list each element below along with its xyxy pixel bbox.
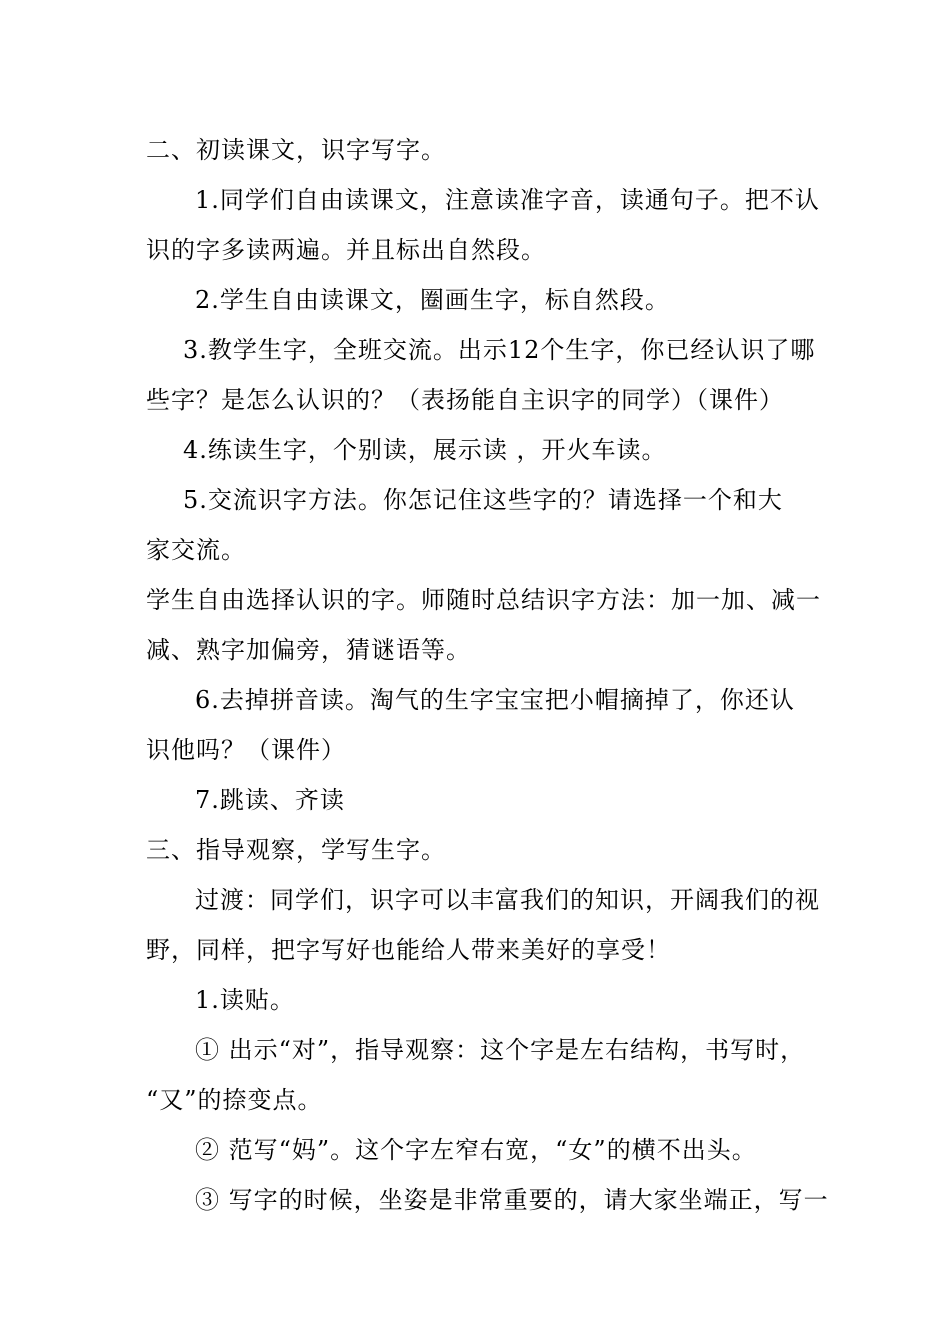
paragraph-line: 7.跳读、齐读 — [195, 786, 345, 814]
paragraph-line: 4.练读生字，个别读，展示读 ，开火车读。 — [183, 436, 667, 464]
paragraph-line: 家交流。 — [146, 536, 246, 564]
paragraph-line: 些字？是怎么认识的？（表扬能自主识字的同学）（课件） — [146, 386, 784, 414]
paragraph-line: ② 范写“妈”。这个字左窄右宽，“女”的横不出头。 — [195, 1136, 757, 1164]
paragraph-line: “又”的捺变点。 — [146, 1086, 323, 1114]
paragraph-line: 识他吗？（课件） — [146, 736, 346, 764]
paragraph-line: 2.学生自由读课文，圈画生字，标自然段。 — [195, 286, 670, 314]
paragraph-line: 减、熟字加偏旁，猜谜语等。 — [146, 636, 471, 664]
paragraph-line: ① 出示“对”，指导观察：这个字是左右结构，书写时， — [195, 1036, 806, 1064]
paragraph-line: 过渡：同学们，识字可以丰富我们的知识，开阔我们的视 — [195, 886, 820, 914]
paragraph-line: 1.读贴。 — [195, 986, 295, 1014]
paragraph-line: 野，同样，把字写好也能给人带来美好的享受！ — [146, 936, 671, 964]
paragraph-line: 学生自由选择认识的字。师随时总结识字方法：加一加、减一 — [146, 586, 821, 614]
paragraph-line: ③ 写字的时候，坐姿是非常重要的，请大家坐端正，写一 — [195, 1186, 829, 1214]
paragraph-line: 识的字多读两遍。并且标出自然段。 — [146, 236, 546, 264]
paragraph-line: 1.同学们自由读课文，注意读准字音，读通句子。把不认 — [195, 186, 820, 214]
paragraph-line: 6.去掉拼音读。淘气的生字宝宝把小帽摘掉了，你还认 — [195, 686, 795, 714]
paragraph-line: 5.交流识字方法。你怎记住这些字的？请选择一个和大 — [183, 486, 783, 514]
section-heading-3: 三、指导观察，学写生字。 — [146, 836, 446, 864]
paragraph-line: 3.教学生字，全班交流。出示12个生字，你已经认识了哪 — [183, 336, 816, 364]
section-heading-2: 二、初读课文，识字写字。 — [146, 136, 446, 164]
